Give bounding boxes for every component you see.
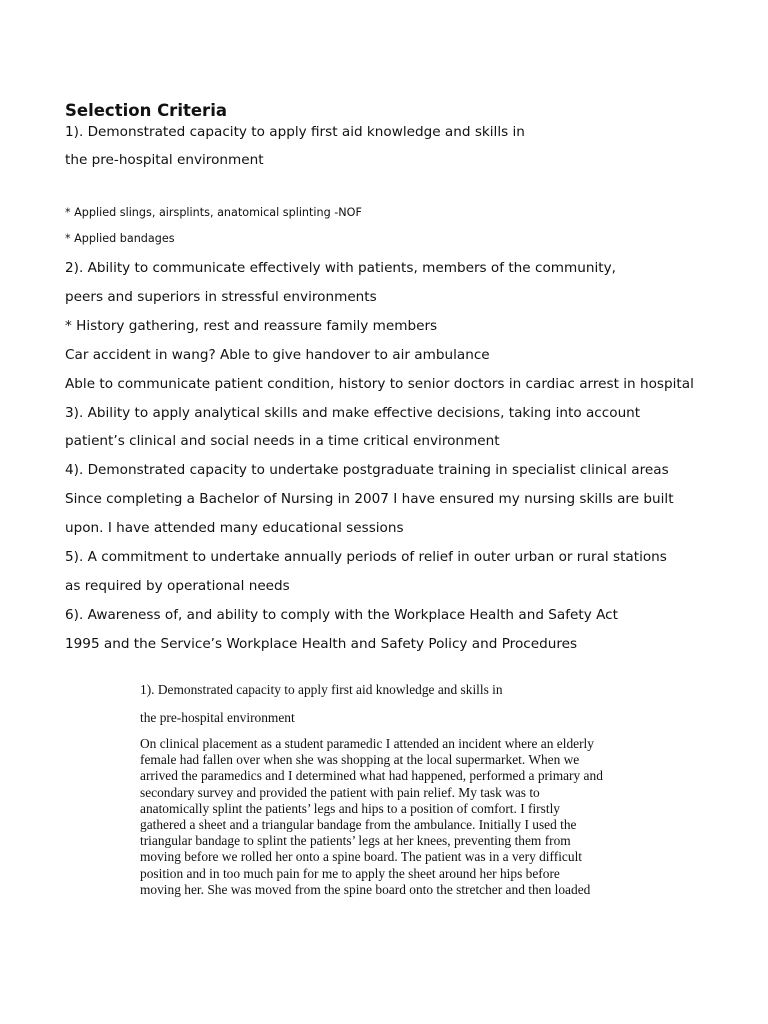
criterion-6-line-2: 1995 and the Service’s Workplace Health and Safety Policy and Procedures xyxy=(65,636,578,652)
note-bachelor-nursing: Since completing a Bachelor of Nursing in 2007 I have ensured my nursing skills are built xyxy=(65,491,674,507)
bullet-splints: * Applied slings, airsplints, anatomical splinting -NOF xyxy=(65,206,362,219)
clinical-placement-paragraph: On clinical placement as a student paramedic I attended an incident where an elderly female had fallen over when she was shopping at the local supermarket. When we arrived the paramedics and I determined what had happened, performed a primary and secondary survey and provided the patient with pain relief. My task was to anatomically splint the patients’ legs and hips to a position of comfort. I firstly gathered a sheet and a triangular bandage from the ambulance. Initially I used the triangular bandage to splint the patients’ legs at her knees, preventing them from moving before we rolled her onto a spine board. The patient was in a very difficult position and in too much pain for me to apply the sheet around her hips before moving her. She was moved from the spine board onto the stretcher and then loaded xyxy=(140,736,603,897)
criterion-1-line-1: 1). Demonstrated capacity to apply first aid knowledge and skills in xyxy=(65,124,525,140)
bullet-bandages: * Applied bandages xyxy=(65,232,175,245)
note-car-accident: Car accident in wang? Able to give handover to air ambulance xyxy=(65,347,490,363)
criterion-3-line-1: 3). Ability to apply analytical skills and make effective decisions, taking into account xyxy=(65,405,641,421)
criterion-1-line-2: the pre-hospital environment xyxy=(65,152,264,168)
note-educational-sessions: upon. I have attended many educational sessions xyxy=(65,520,404,536)
criterion-6-line-1: 6). Awareness of, and ability to comply with the Workplace Health and Safety Act xyxy=(65,607,618,623)
criterion-5-line-2: as required by operational needs xyxy=(65,578,290,594)
page2-criterion-1-line-2: the pre-hospital environment xyxy=(140,710,295,725)
criterion-3-line-2: patient’s clinical and social needs in a time critical environment xyxy=(65,433,500,449)
criterion-2-line-1: 2). Ability to communicate effectively with patients, members of the community, xyxy=(65,260,616,276)
criterion-5-line-1: 5). A commitment to undertake annually periods of relief in outer urban or rural stations xyxy=(65,549,667,565)
page-title: Selection Criteria xyxy=(65,101,227,120)
criterion-4-line-1: 4). Demonstrated capacity to undertake postgraduate training in specialist clinical areas xyxy=(65,462,669,478)
criterion-2-line-2: peers and superiors in stressful environments xyxy=(65,289,377,305)
page2-criterion-1-line-1: 1). Demonstrated capacity to apply first aid knowledge and skills in xyxy=(140,682,503,697)
note-history-gathering: * History gathering, rest and reassure family members xyxy=(65,318,438,334)
note-communicate-condition: Able to communicate patient condition, history to senior doctors in cardiac arrest in hospital xyxy=(65,376,694,392)
